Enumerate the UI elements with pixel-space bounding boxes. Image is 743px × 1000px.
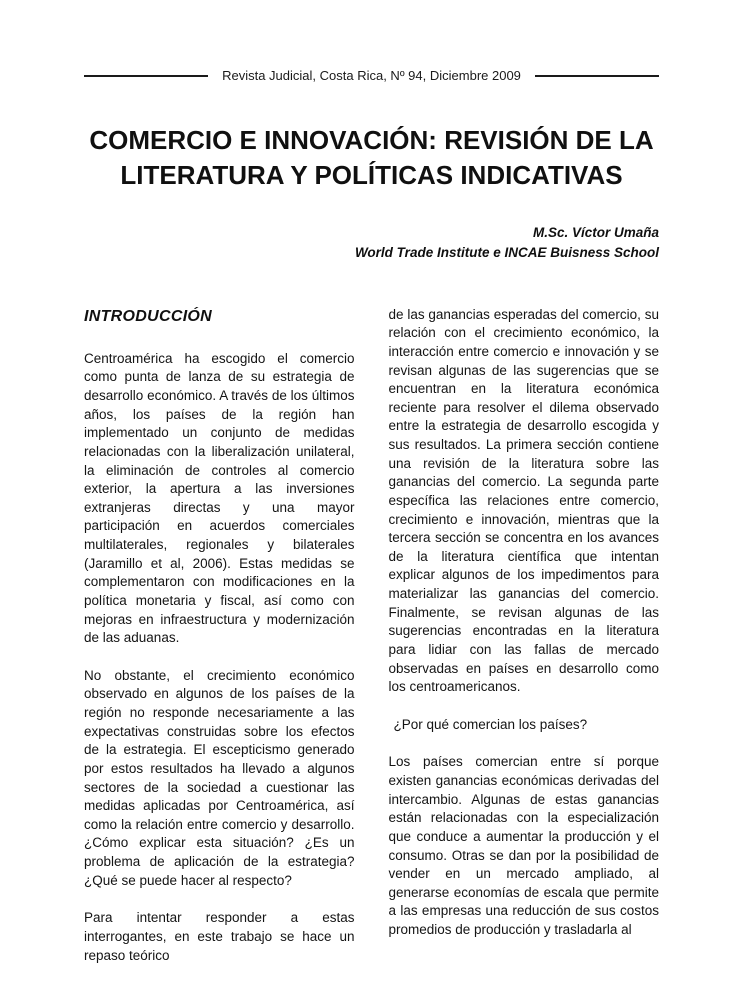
header-rule-left <box>84 75 208 77</box>
section-heading-introduccion: INTRODUCCIÓN <box>84 307 213 325</box>
journal-title: Revista Judicial, Costa Rica, Nº 94, Diciembre 2009 <box>222 68 521 83</box>
header-rule-right <box>535 75 659 77</box>
paragraph: No obstante, el crecimiento económico observado en algunos de los países de la región no responde necesariamente a las expectativas construidas sobre los efectos de la estrategia. El escepticismo generado por estos resultados ha llevado a algunos sectores de la sociedad a cuestionar las medidas aplicadas por Centroamérica, así como la relación entre comercio y desarrollo. ¿Cómo explicar esta situación? ¿Es un problema de aplicación de la estrategia? ¿Qué se puede hacer al respecto? <box>84 667 355 888</box>
article-body <box>84 306 659 984</box>
paragraph: de las ganancias esperadas del comercio, su relación con el crecimiento económico, la interacción entre comercio e innovación y se revisan algunas de las sugerencias que se encuentran en la literatura económica reciente para resolver el dilema observado entre la estrategia de desarrollo escogida y sus resultados. La primera sección contiene una revisión de la literatura sobre las ganancias del comercio. La segunda parte específica las relaciones entre comercio, crecimiento e innovación, mientras que la tercera sección se concentra en los avances de la literatura científica que intentan explicar algunos de los impedimentos para materializar las ganancias del comercio. Finalmente, se revisan algunas de las sugerencias encontradas en la literatura para lidiar con las fallas de mercado observadas en países en desarrollo como los centroamericanos. <box>388 306 659 695</box>
paragraph: Los países comercian entre sí porque existen ganancias económicas derivadas del intercambio. Algunas de estas ganancias están relacionadas con la especialización que conduce a aumentar la producción y el consumo. Otras se dan por la posibilidad de vender en un mercado ampliado, al generarse economías de escala que permite a las empresas una reducción de sus costos promedios de producción y trasladarla al <box>388 754 659 938</box>
right-column <box>389 306 660 984</box>
subheading-question: ¿Por qué comercian los países? <box>393 716 588 732</box>
left-column <box>84 306 355 984</box>
author-block <box>84 223 659 264</box>
article-title: COMERCIO E INNOVACIÓN: REVISIÓN DE LA LITERATURA Y POLÍTICAS INDICATIVAS <box>89 125 654 191</box>
author-name: M.Sc. Víctor Umaña <box>532 225 659 241</box>
paragraph: Centroamérica ha escogido el comercio como punta de lanza de su estrategia de desarrollo económico. A través de los últimos años, los países de la región han implementado un conjunto de medidas relacionadas con la liberalización unilateral, la eliminación de controles al comercio exterior, la apertura a las inversiones extranjeras directas y una mayor participación en acuerdos comerciales multilaterales, regionales y bilaterales (Jaramillo et al, 2006). Estas medidas se complementaron con modificaciones en la política monetaria y fiscal, así como con mejoras en infraestructura y modernización de las aduanas. <box>84 350 355 646</box>
journal-header <box>84 68 659 83</box>
paragraph: Para intentar responder a estas interrogantes, en este trabajo se hace un repaso teórico <box>84 910 355 963</box>
author-affiliation: World Trade Institute e INCAE Buisness School <box>354 245 659 261</box>
